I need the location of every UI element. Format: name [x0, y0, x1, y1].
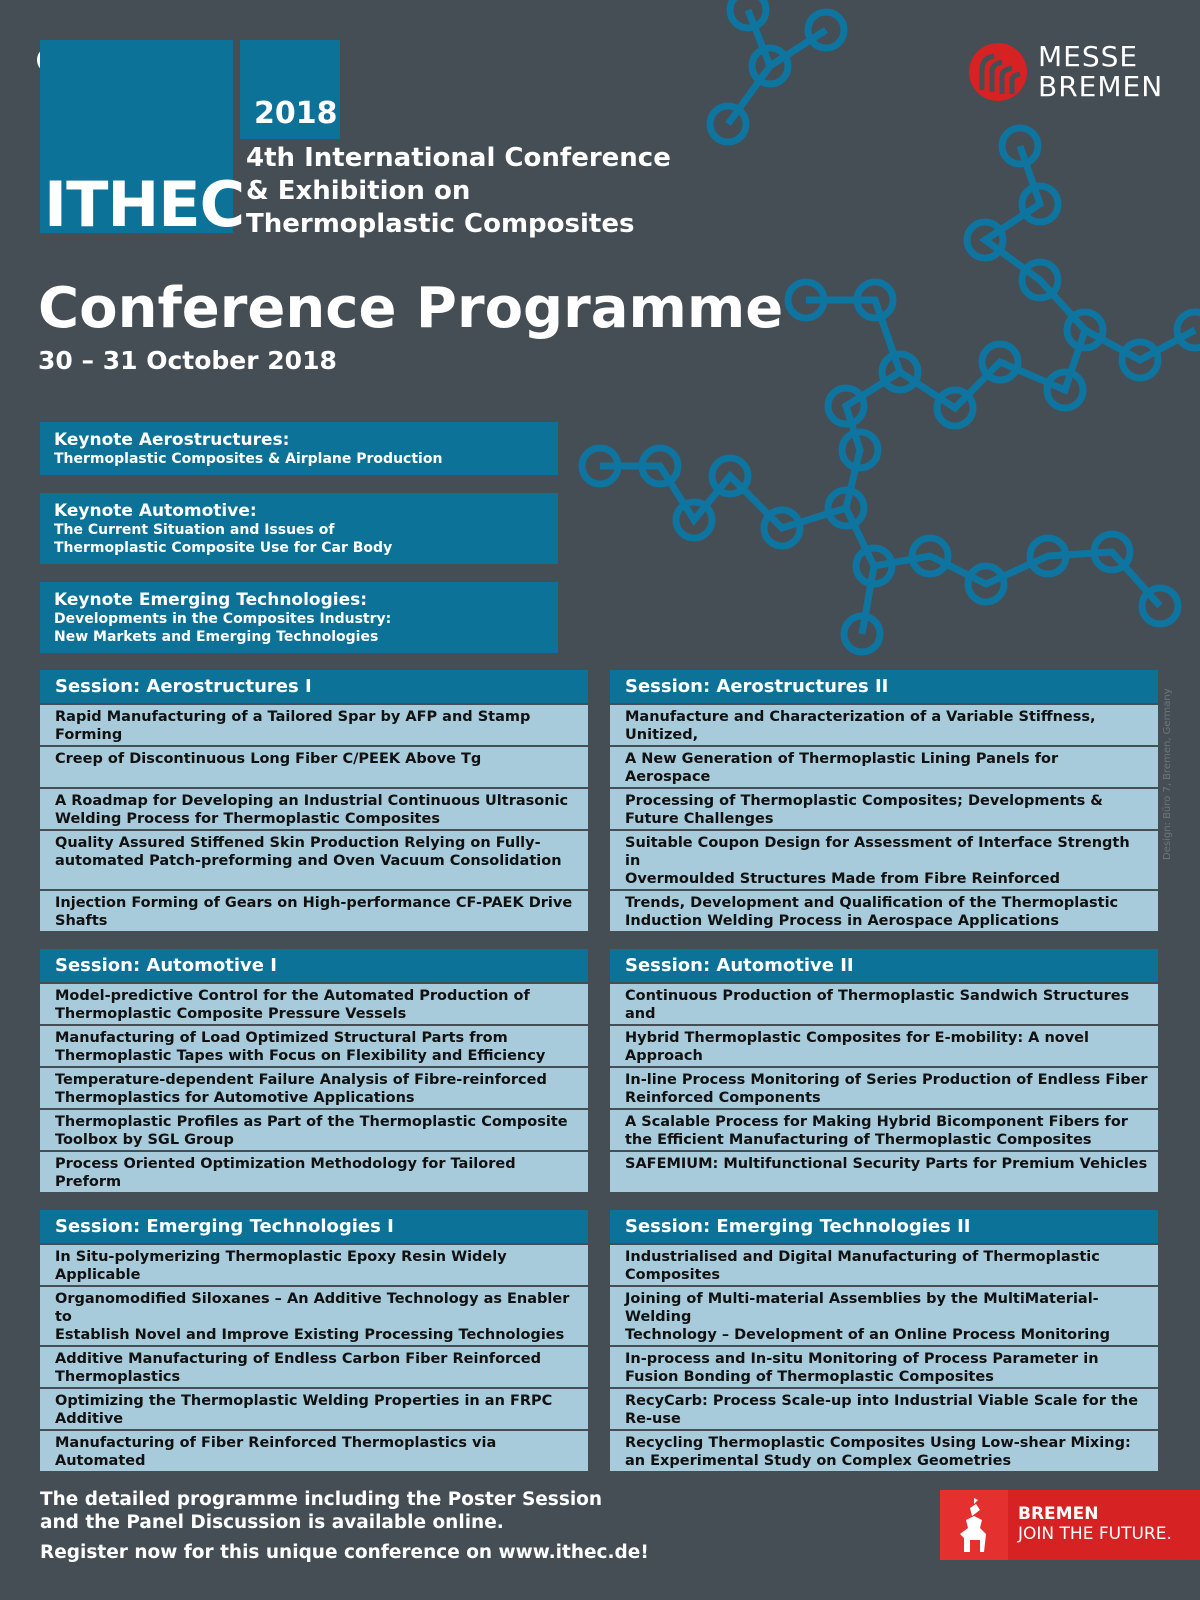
session-item — [40, 982, 588, 1024]
session-item — [610, 889, 1158, 931]
item-line: In-line Process Monitoring of Series Production of Endless Fiber — [625, 1072, 1148, 1088]
item-line: Hybrid Thermoplastic Composites for E-mobility: A novel Approach — [625, 1030, 1089, 1064]
item-line: Thermoplastics for Automotive Applications — [55, 1090, 415, 1106]
item-line: In Situ-polymerizing Thermoplastic Epoxy Resin Widely Applicable — [55, 1249, 507, 1283]
item-line: In-process and In-situ Monitoring of Process Parameter in — [625, 1351, 1099, 1367]
year-text: 2018 — [254, 96, 338, 131]
session-item — [40, 889, 588, 931]
item-line: Thermoplastic Tapes with Focus on Flexibility and Efficiency — [55, 1048, 546, 1064]
session-item — [40, 829, 588, 889]
item-line — [55, 1470, 578, 1471]
item-line: Organomodified Siloxanes – An Additive Technology as Enabler to — [55, 1291, 570, 1325]
session-aerostructures-1 — [40, 670, 588, 931]
session-item — [610, 1429, 1158, 1471]
item-line: Rapid Manufacturing of a Tailored Spar by AFP and Stamp Forming — [55, 709, 531, 743]
session-item — [40, 703, 588, 745]
keynote-subtitle: New Markets and Emerging Technologies — [54, 629, 379, 645]
conference-title-line: Thermoplastic Composites — [246, 209, 635, 239]
item-line: Composites — [625, 1267, 721, 1283]
session-items — [610, 1243, 1158, 1471]
design-credit — [1162, 670, 1182, 860]
item-line: Continuous Production of Thermoplastic Sandwich Structures and — [625, 988, 1130, 1022]
item-line — [625, 1428, 1148, 1429]
footer-text — [40, 1488, 649, 1564]
session-item — [40, 1429, 588, 1471]
session-item — [40, 1066, 588, 1108]
session-item — [40, 745, 588, 787]
item-line: Additive Manufacturing of Endless Carbon Fiber Reinforced — [55, 1351, 541, 1367]
item-line: Temperature-dependent Failure Analysis of Fibre-reinforced — [55, 1072, 547, 1088]
item-line: Reinforced Components — [625, 1090, 821, 1106]
item-line: Welding Process for Thermoplastic Composites — [55, 811, 440, 827]
session-item — [40, 1024, 588, 1066]
item-line: Establish Novel and Improve Existing Processing Technologies — [55, 1327, 565, 1343]
session-items — [40, 982, 588, 1192]
messe-bremen-text — [1038, 42, 1163, 102]
session-aerostructures-2 — [610, 670, 1158, 931]
keynote-title: Keynote Automotive: — [54, 501, 257, 521]
session-item — [40, 1150, 588, 1192]
item-line: Quality Assured Stiffened Skin Production Relying on Fully- — [55, 835, 541, 851]
item-line: A Scalable Process for Making Hybrid Bicomponent Fibers for — [625, 1114, 1128, 1130]
footer-line: and the Panel Discussion is available online. — [40, 1512, 504, 1533]
item-line: Thermoplastics — [55, 1369, 181, 1385]
session-item — [610, 745, 1158, 787]
conference-title-line: 4th International Conference — [246, 143, 671, 173]
item-line: Recycling Thermoplastic Composites Using Low-shear Mixing: — [625, 1435, 1131, 1451]
item-line: Optimizing the Thermoplastic Welding Properties in an FRPC Additive — [55, 1393, 553, 1427]
keynote-title: Keynote Aerostructures: — [54, 430, 290, 450]
item-line: SAFEMIUM: Multifunctional Security Parts for Premium Vehicles — [625, 1156, 1148, 1172]
item-line: Manufacturing of Fiber Reinforced Thermoplastics via Automated — [55, 1435, 497, 1469]
session-item — [610, 1024, 1158, 1066]
keynote-automotive — [40, 493, 558, 564]
event-date: 30 – 31 October 2018 — [38, 346, 337, 375]
session-item — [610, 703, 1158, 745]
session-emerging-technologies-2 — [610, 1210, 1158, 1471]
session-title: Session: Emerging Technologies I — [40, 1210, 588, 1243]
session-item — [610, 1387, 1158, 1429]
session-items — [40, 1243, 588, 1471]
session-item — [610, 829, 1158, 889]
credit-text: Design: Büro 7, Bremen, Germany — [1162, 688, 1173, 860]
session-item — [610, 1108, 1158, 1150]
messe-line: MESSE — [1038, 40, 1139, 73]
session-emerging-technologies-1 — [40, 1210, 588, 1471]
bremen-line-2: JOIN THE FUTURE. — [1018, 1524, 1172, 1544]
keynote-aerostructures — [40, 422, 558, 475]
session-item — [610, 1285, 1158, 1345]
item-line: Joining of Multi-material Assemblies by the MultiMaterial-Welding — [625, 1291, 1099, 1325]
item-line: Future Challenges — [625, 811, 774, 827]
keynote-subtitle: Thermoplastic Composite Use for Car Body — [54, 540, 393, 556]
item-line: Manufacture and Characterization of a Variable Stiffness, Unitized, — [625, 709, 1096, 743]
keynote-title: Keynote Emerging Technologies: — [54, 590, 368, 610]
session-automotive-1 — [40, 949, 588, 1192]
footer-line: The detailed programme including the Poster Session — [40, 1489, 603, 1510]
session-item — [610, 787, 1158, 829]
item-line: the Efficient Manufacturing of Thermoplastic Composites — [625, 1132, 1092, 1148]
conference-title-line: & Exhibition on — [246, 176, 471, 206]
ithec-logo — [40, 40, 245, 241]
keynote-subtitle: The Current Situation and Issues of — [54, 522, 335, 538]
session-item — [610, 1243, 1158, 1285]
session-item — [40, 1108, 588, 1150]
item-line: Toolbox by SGL Group — [55, 1132, 234, 1148]
session-item — [40, 1243, 588, 1285]
item-line — [55, 1284, 578, 1285]
bremen-logo — [940, 1490, 1200, 1560]
item-line: Thermoplastic Profiles as Part of the Thermoplastic Composite — [55, 1114, 568, 1130]
bremen-icon-box — [940, 1490, 1008, 1560]
session-title: Session: Automotive II — [610, 949, 1158, 982]
bremen-slogan — [1018, 1504, 1172, 1544]
session-title: Session: Automotive I — [40, 949, 588, 982]
item-line: Industrialised and Digital Manufacturing of Thermoplastic — [625, 1249, 1100, 1265]
item-line — [625, 1065, 1148, 1066]
item-line: Overmoulded Structures Made from Fibre Reinforced — [625, 871, 1060, 887]
item-line: an Experimental Study on Complex Geometries — [625, 1453, 1012, 1469]
item-line: Fusion Bonding of Thermoplastic Composites — [625, 1369, 994, 1385]
session-items — [610, 703, 1158, 931]
item-line: Injection Forming of Gears on High-performance CF-PAEK Drive Shafts — [55, 895, 573, 929]
session-item — [40, 787, 588, 829]
session-item — [610, 1066, 1158, 1108]
keynote-subtitle: Thermoplastic Composites & Airplane Production — [54, 451, 443, 467]
session-item — [610, 1150, 1158, 1192]
session-items — [610, 982, 1158, 1192]
item-line: A Roadmap for Developing an Industrial Continuous Ultrasonic — [55, 793, 569, 809]
session-items — [40, 703, 588, 931]
item-line: Creep of Discontinuous Long Fiber C/PEEK Above Tg — [55, 751, 482, 767]
keynote-emerging-technologies — [40, 582, 558, 653]
bremen-line: BREMEN — [1038, 70, 1164, 103]
item-line: Thermoplastic Composite Pressure Vessels — [55, 1006, 407, 1022]
item-line: Induction Welding Process in Aerospace Applications — [625, 913, 1060, 929]
session-item — [40, 1387, 588, 1429]
session-title: Session: Aerostructures II — [610, 670, 1158, 703]
page-title: Conference Programme — [38, 276, 784, 341]
item-line: Trends, Development and Qualification of the Thermoplastic — [625, 895, 1119, 911]
keynote-subtitle: Developments in the Composites Industry: — [54, 611, 392, 627]
item-line: automated Patch-preforming and Oven Vacuum Consolidation — [55, 853, 562, 869]
session-title: Session: Emerging Technologies II — [610, 1210, 1158, 1243]
item-line — [625, 1023, 1148, 1024]
bremen-line-1: BREMEN — [1018, 1504, 1099, 1524]
item-line: Model-predictive Control for the Automated Production of — [55, 988, 530, 1004]
item-line: RecyCarb: Process Scale-up into Industrial Viable Scale for the Re-use — [625, 1393, 1139, 1427]
session-item — [40, 1285, 588, 1345]
item-line: Process Oriented Optimization Methodology for Tailored Preform — [55, 1156, 516, 1190]
session-automotive-2 — [610, 949, 1158, 1192]
session-item — [610, 982, 1158, 1024]
bremen-town-musicians-icon — [940, 1490, 1008, 1560]
logo-text: ITHEC — [44, 168, 245, 241]
item-line: Suitable Coupon Design for Assessment of Interface Strength in — [625, 835, 1130, 869]
item-line: Technology – Development of an Online Process Monitoring — [625, 1327, 1110, 1343]
item-line: Manufacturing of Load Optimized Structural Parts from — [55, 1030, 508, 1046]
messe-bremen-logo-icon — [968, 42, 1028, 102]
item-line — [55, 1191, 578, 1192]
session-item — [40, 1345, 588, 1387]
item-line: A New Generation of Thermoplastic Lining Panels for Aerospace — [625, 751, 1059, 785]
register-link[interactable]: Register now for this unique conference on www.ithec.de! — [40, 1542, 649, 1563]
conference-title — [246, 142, 671, 241]
session-title: Session: Aerostructures I — [40, 670, 588, 703]
item-line: Processing of Thermoplastic Composites; Developments & — [625, 793, 1103, 809]
session-item — [610, 1345, 1158, 1387]
year-badge — [240, 40, 340, 139]
